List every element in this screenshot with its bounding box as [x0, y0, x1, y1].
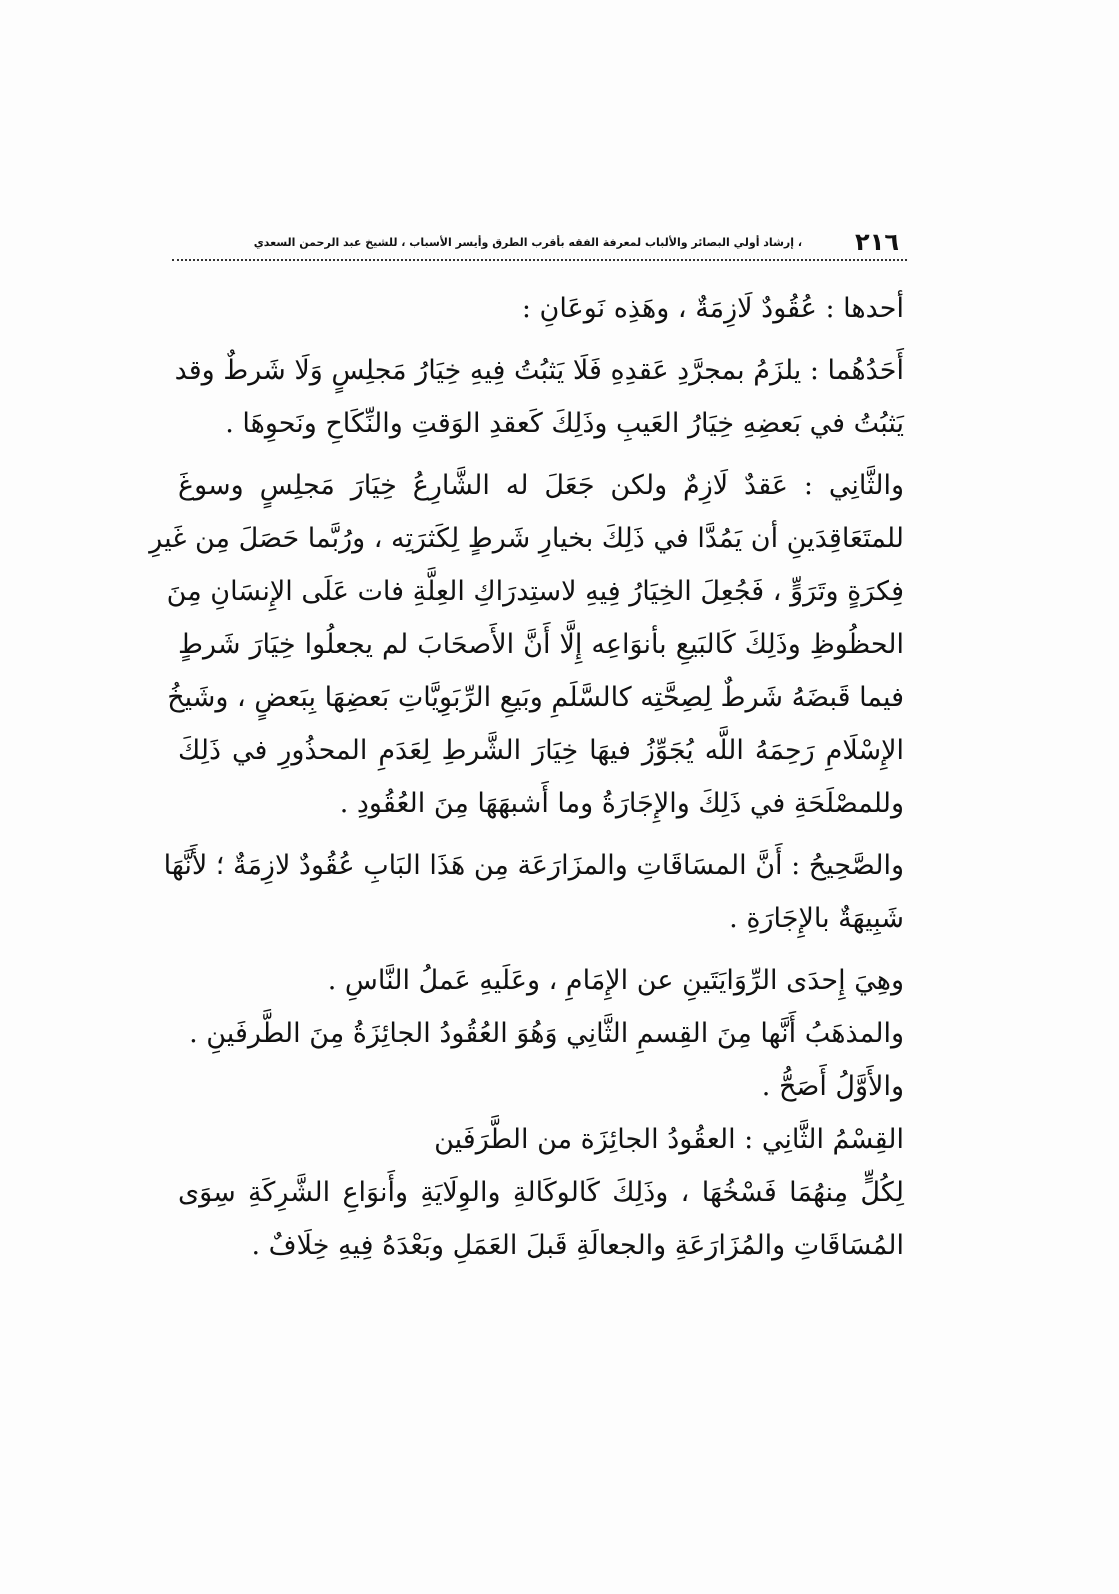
text-line: والمذهَبُ أَنَّها مِنَ القِسمِ الثَّانِي وَهُوَ العُقُودُ الجائِزَةُ مِنَ الطَّرفَينِ .	[189, 1018, 904, 1049]
text-line: لِكُلٍّ مِنهُمَا فَسْخُهَا ، وذَلِكَ كَالوكَالةِ والوِلَايَةِ وأَنوَاعِ الشَّرِكَةِ سِوَى	[178, 1177, 904, 1208]
paragraph-correct-view	[163, 839, 904, 945]
running-title: ، إرشاد أولي البصائر والألباب لمعرفة الفقه بأقرب الطرق وأيسر الأسباب ، للشيخ عبد الرحمن السعدي	[253, 236, 802, 249]
paragraph-first-type	[174, 344, 904, 450]
text-line: أَحَدُهُما : يلزَمُ بمجرَّدِ عَقدِهِ فَلَا يَثبُتُ فِيهِ خِيَارُ مَجلِسٍ وَلَا شَرطٌ وقد	[174, 355, 904, 386]
text-line: الإِسْلَامِ رَحِمَهُ اللَّه يُجَوِّزُ فيهَا خِيَارَ الشَّرطِ لِعَدَمِ المحذُورِ في ذَلِكَ	[178, 735, 904, 766]
page-header	[172, 228, 907, 258]
page-number: ٢١٦	[855, 228, 899, 256]
text-line: وهِيَ إِحدَى الرِّوَايَتَينِ عن الإِمَامِ ، وعَلَيهِ عَملُ النَّاسِ .	[327, 965, 904, 996]
text-line: والأَوَّلُ أَصَحُّ .	[761, 1071, 904, 1102]
text-line: أحدها : عُقُودٌ لَازِمَةٌ ، وهَذِه نَوعَانِ :	[521, 293, 904, 324]
paragraph-second-type	[149, 459, 904, 830]
paragraph-first-is-correct	[178, 1060, 904, 1113]
paragraph-narration	[178, 954, 904, 1007]
text-line: القِسْمُ الثَّانِي : العقُودُ الجائِزَة من الطَّرَفَين	[434, 1124, 904, 1155]
text-line: وللمصْلَحَةِ في ذَلِكَ والإِجَارَةُ وما أَشبهَهَا مِنَ العُقُودِ .	[339, 788, 904, 819]
text-line: والصَّحِيحُ : أَنَّ المسَاقَاتِ والمزَارَعَة مِن هَذَا البَابِ عُقُودٌ لازِمَةٌ ؛ لأَنَّهَا	[163, 850, 904, 881]
text-line: فيما قَبضَهُ شَرطٌ لِصِحَّتِه كالسَّلَمِ وبَيعِ الرِّبَوِيَّاتِ بَعضِهَا بِبَعضٍ ، وشَيخُ	[167, 682, 904, 713]
text-line: يَثبُتُ في بَعضِهِ خِيَارُ العَيبِ وذَلِكَ كَعقدِ الوَقتِ والنِّكَاحِ ونَحوِهَا .	[225, 408, 904, 439]
text-line: الحظُوظِ وذَلِكَ كَالبَيعِ بأنوَاعِه إِلَّا أَنَّ الأَصحَابَ لم يجعلُوا خِيَارَ شَرطٍ	[178, 629, 904, 660]
text-line: والثَّانِي : عَقدٌ لَازِمٌ ولكن جَعَلَ له الشَّارِعُ خِيَارَ مَجلِسٍ وسوغَ	[178, 470, 904, 501]
section-heading-second-category	[178, 1113, 904, 1166]
text-line: المُسَاقَاتِ والمُزَارَعَةِ والجعالَةِ قَبلَ العَمَلِ وبَعْدَهُ فِيهِ خِلَافٌ .	[251, 1230, 904, 1261]
text-line: للمتَعَاقِدَينِ أن يَمُدَّا في ذَلِكَ بخيارِ شَرطٍ لِكَثرَتِه ، ورُبَّما حَصَلَ مِن غَيرِ	[149, 523, 904, 554]
header-divider	[172, 259, 907, 261]
text-line: شَبِيهَةٌ بالإِجَارَةِ .	[729, 903, 904, 934]
text-line: فِكرَةٍ وتَرَوٍّ ، فَجُعِلَ الخِيَارُ فِيهِ لاستِدرَاكِ العِلَّةِ فات عَلَى الإِنسَانِ مِنَ	[166, 576, 904, 607]
page-body	[149, 282, 904, 1272]
paragraph-permissible-contracts	[178, 1166, 904, 1272]
paragraph-intro	[178, 282, 904, 335]
paragraph-madhhab	[178, 1007, 904, 1060]
